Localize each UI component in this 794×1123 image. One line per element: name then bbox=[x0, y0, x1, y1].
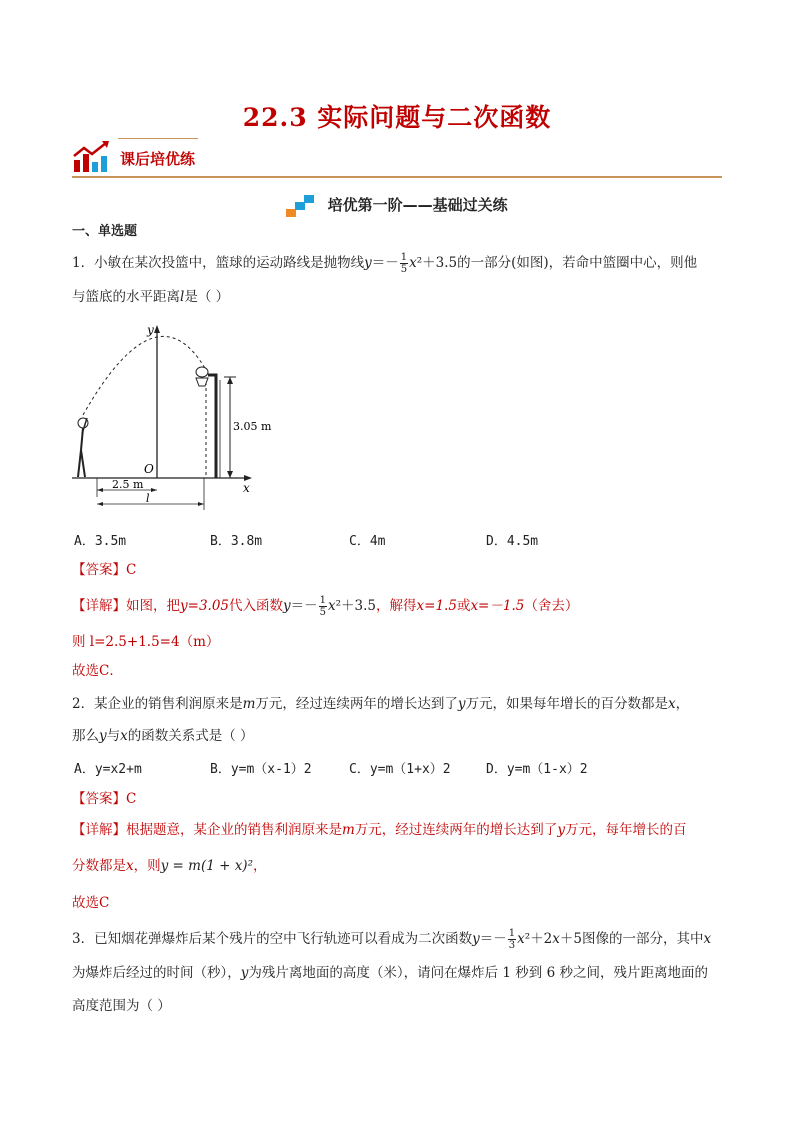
distance-label: 2.5 m bbox=[112, 478, 144, 491]
q1-conclude: 故选C． bbox=[72, 663, 123, 679]
fraction: $\frac{1}{5}$ bbox=[400, 252, 408, 275]
q2-line2: 那么y与x的函数关系式是（ ） bbox=[72, 728, 254, 744]
basketball-figure bbox=[70, 320, 272, 505]
height-label: 3.05 m bbox=[233, 420, 272, 433]
header-label: 课后培优练 bbox=[120, 150, 196, 168]
q1-answer: 【答案】C bbox=[72, 562, 137, 578]
y-axis-label: y bbox=[147, 323, 154, 337]
fraction: $\frac{1}{3}$ bbox=[508, 928, 516, 951]
header-rule-bottom bbox=[72, 176, 722, 178]
q1-option-d: D．4.5m bbox=[486, 534, 539, 549]
origin-label: O bbox=[144, 462, 154, 476]
growth-chart-icon bbox=[72, 140, 112, 174]
section-title-row bbox=[0, 194, 794, 217]
q2-conclude: 故选C bbox=[72, 895, 110, 911]
q2-detail-line1: 【详解】根据题意，某企业的销售利润原来是m万元，经过连续两年的增长达到了y万元，每年增长的百 bbox=[72, 822, 687, 838]
q2-option-b: B．y=m（x-1）2 bbox=[210, 762, 312, 777]
q1-option-c: C．4m bbox=[349, 534, 386, 549]
q3-line1: 3．已知烟花弹爆炸后某个残片的空中飞行轨迹可以看成为二次函数y＝－ $\frac{1}{3}$ x²＋2x＋5图像的一部分，其中x bbox=[72, 928, 712, 951]
fraction: $\frac{1}{5}$ bbox=[319, 595, 327, 618]
q2-detail-line2: 分数都是x，则y = m(1 + x)²， bbox=[72, 858, 267, 874]
q1-line2: 与篮底的水平距离l是（ ） bbox=[72, 289, 230, 305]
header-rule-top bbox=[118, 138, 198, 139]
q1-detail: 【详解】如图，把y=3.05代入函数y＝－ $\frac{1}{5}$ x²＋3.5，解得x=1.5或x=－1.5（舍去） bbox=[72, 595, 579, 618]
q2-line1: 2．某企业的销售利润原来是m万元，经过连续两年的增长达到了y万元，如果每年增长的百分数都是x， bbox=[72, 696, 690, 712]
l-label: l bbox=[146, 492, 150, 505]
q1-option-a: A．3.5m bbox=[74, 534, 127, 549]
section-header bbox=[72, 138, 722, 178]
page-title: 22.3 实际问题与二次函数 bbox=[242, 103, 552, 132]
q1-option-b: B．3.8m bbox=[210, 534, 263, 549]
q3-line3: 高度范围为（ ） bbox=[72, 998, 171, 1014]
part-label: 一、单选题 bbox=[72, 224, 138, 239]
q3-line2: 为爆炸后经过的时间（秒），y为残片离地面的高度（米），请问在爆炸后 1 秒到 6 秒之间，残片距离地面的 bbox=[72, 965, 708, 981]
q1-line1: 1．小敏在某次投篮中，篮球的运动路线是抛物线y＝－ $\frac{1}{5}$ x²＋3.5的一部分(如图)，若命中篮圈中心，则他 bbox=[72, 252, 698, 275]
q2-option-a: A．y=x2+m bbox=[74, 762, 142, 777]
x-axis-label: x bbox=[243, 481, 250, 495]
stairs-icon bbox=[286, 195, 314, 217]
q2-option-d: D．y=m（1-x）2 bbox=[486, 762, 588, 777]
q2-answer: 【答案】C bbox=[72, 791, 137, 807]
q1-then: 则 l=2.5+1.5=4（m） bbox=[72, 634, 220, 650]
q2-option-c: C．y=m（1+x）2 bbox=[349, 762, 451, 777]
section-title: 培优第一阶——基础过关练 bbox=[327, 196, 508, 214]
